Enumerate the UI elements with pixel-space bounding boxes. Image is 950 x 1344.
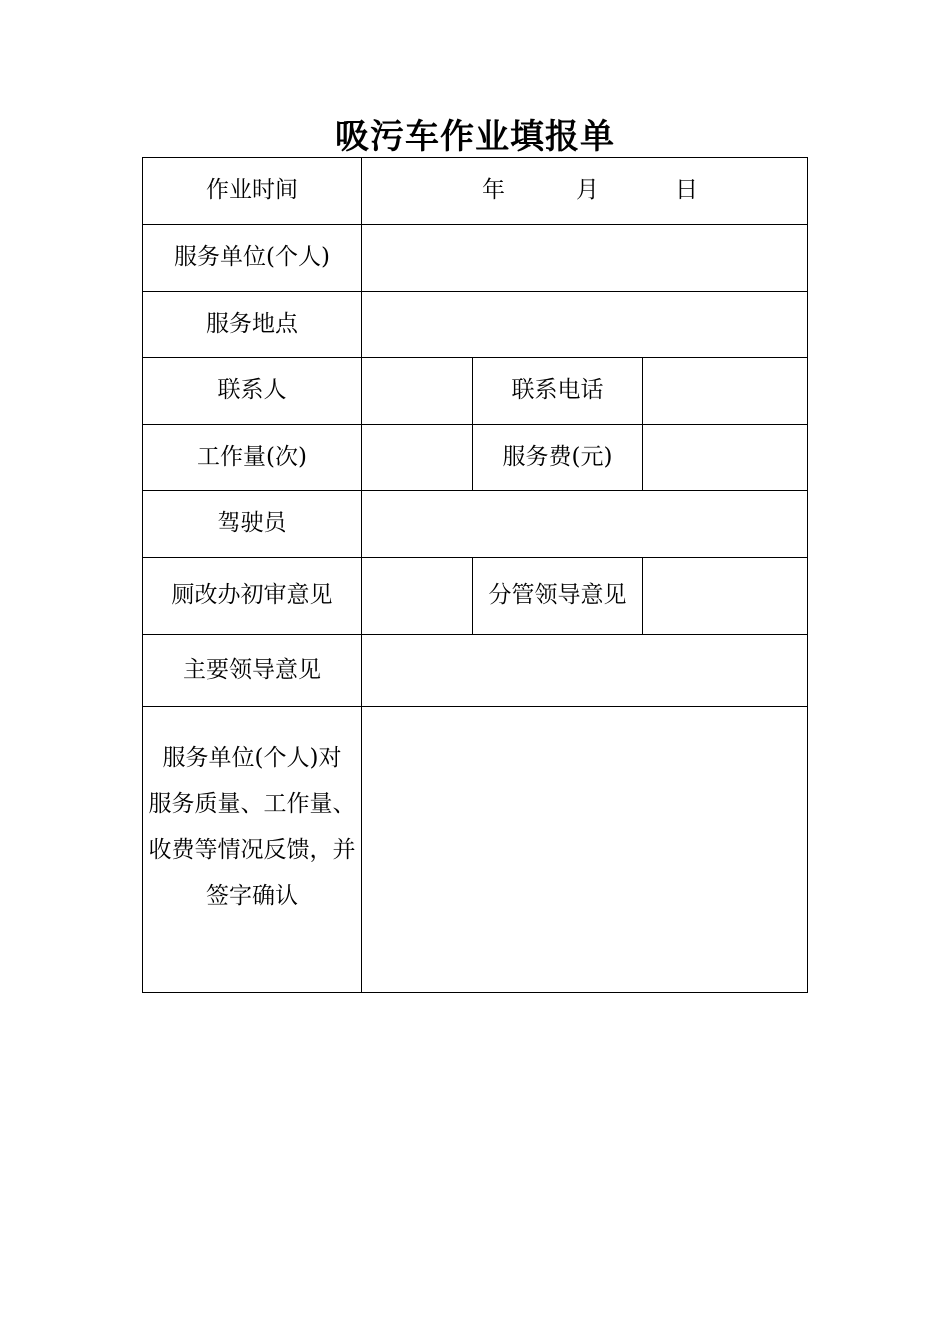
row-driver bbox=[143, 491, 808, 558]
service-fee-label: 服务费(元) bbox=[473, 425, 643, 491]
contact-label: 联系人 bbox=[143, 358, 362, 425]
driver-field[interactable] bbox=[362, 491, 808, 558]
row-service-unit bbox=[143, 225, 808, 292]
service-fee-field[interactable] bbox=[643, 425, 808, 491]
service-unit-label: 服务单位(个人) bbox=[143, 225, 362, 292]
feedback-field[interactable] bbox=[362, 707, 808, 993]
driver-label: 驾驶员 bbox=[143, 491, 362, 558]
date-month-label: 月 bbox=[576, 177, 599, 204]
work-time-label: 作业时间 bbox=[143, 158, 362, 225]
work-time-field[interactable] bbox=[362, 158, 808, 225]
row-main-leader bbox=[143, 635, 808, 707]
row-contact bbox=[143, 358, 808, 425]
row-workload bbox=[143, 425, 808, 491]
contact-field[interactable] bbox=[362, 358, 473, 425]
feedback-label bbox=[143, 707, 362, 993]
main-leader-field[interactable] bbox=[362, 635, 808, 707]
service-unit-field[interactable] bbox=[362, 225, 808, 292]
feedback-label-line: 服务单位(个人)对 bbox=[162, 745, 342, 771]
date-year-label: 年 bbox=[482, 177, 505, 204]
feedback-label-line: 签字确认 bbox=[206, 883, 298, 909]
row-review bbox=[143, 558, 808, 635]
row-work-time bbox=[143, 158, 808, 225]
leader-opinion-label: 分管领导意见 bbox=[473, 558, 643, 635]
initial-review-label: 厕改办初审意见 bbox=[143, 558, 362, 635]
initial-review-field[interactable] bbox=[362, 558, 473, 635]
leader-opinion-field[interactable] bbox=[643, 558, 808, 635]
row-feedback bbox=[143, 707, 808, 993]
service-location-label: 服务地点 bbox=[143, 292, 362, 358]
date-day-label: 日 bbox=[675, 177, 698, 204]
row-service-location bbox=[143, 292, 808, 358]
workload-field[interactable] bbox=[362, 425, 473, 491]
feedback-label-line: 收费等情况反馈，并 bbox=[148, 837, 356, 863]
contact-phone-label: 联系电话 bbox=[473, 358, 643, 425]
contact-phone-field[interactable] bbox=[643, 358, 808, 425]
workload-label: 工作量(次) bbox=[143, 425, 362, 491]
feedback-label-line: 服务质量、工作量、 bbox=[148, 791, 356, 817]
work-report-form-table bbox=[142, 157, 808, 993]
service-location-field[interactable] bbox=[362, 292, 808, 358]
main-leader-label: 主要领导意见 bbox=[143, 635, 362, 707]
document-title: 吸污车作业填报单 bbox=[335, 117, 615, 157]
